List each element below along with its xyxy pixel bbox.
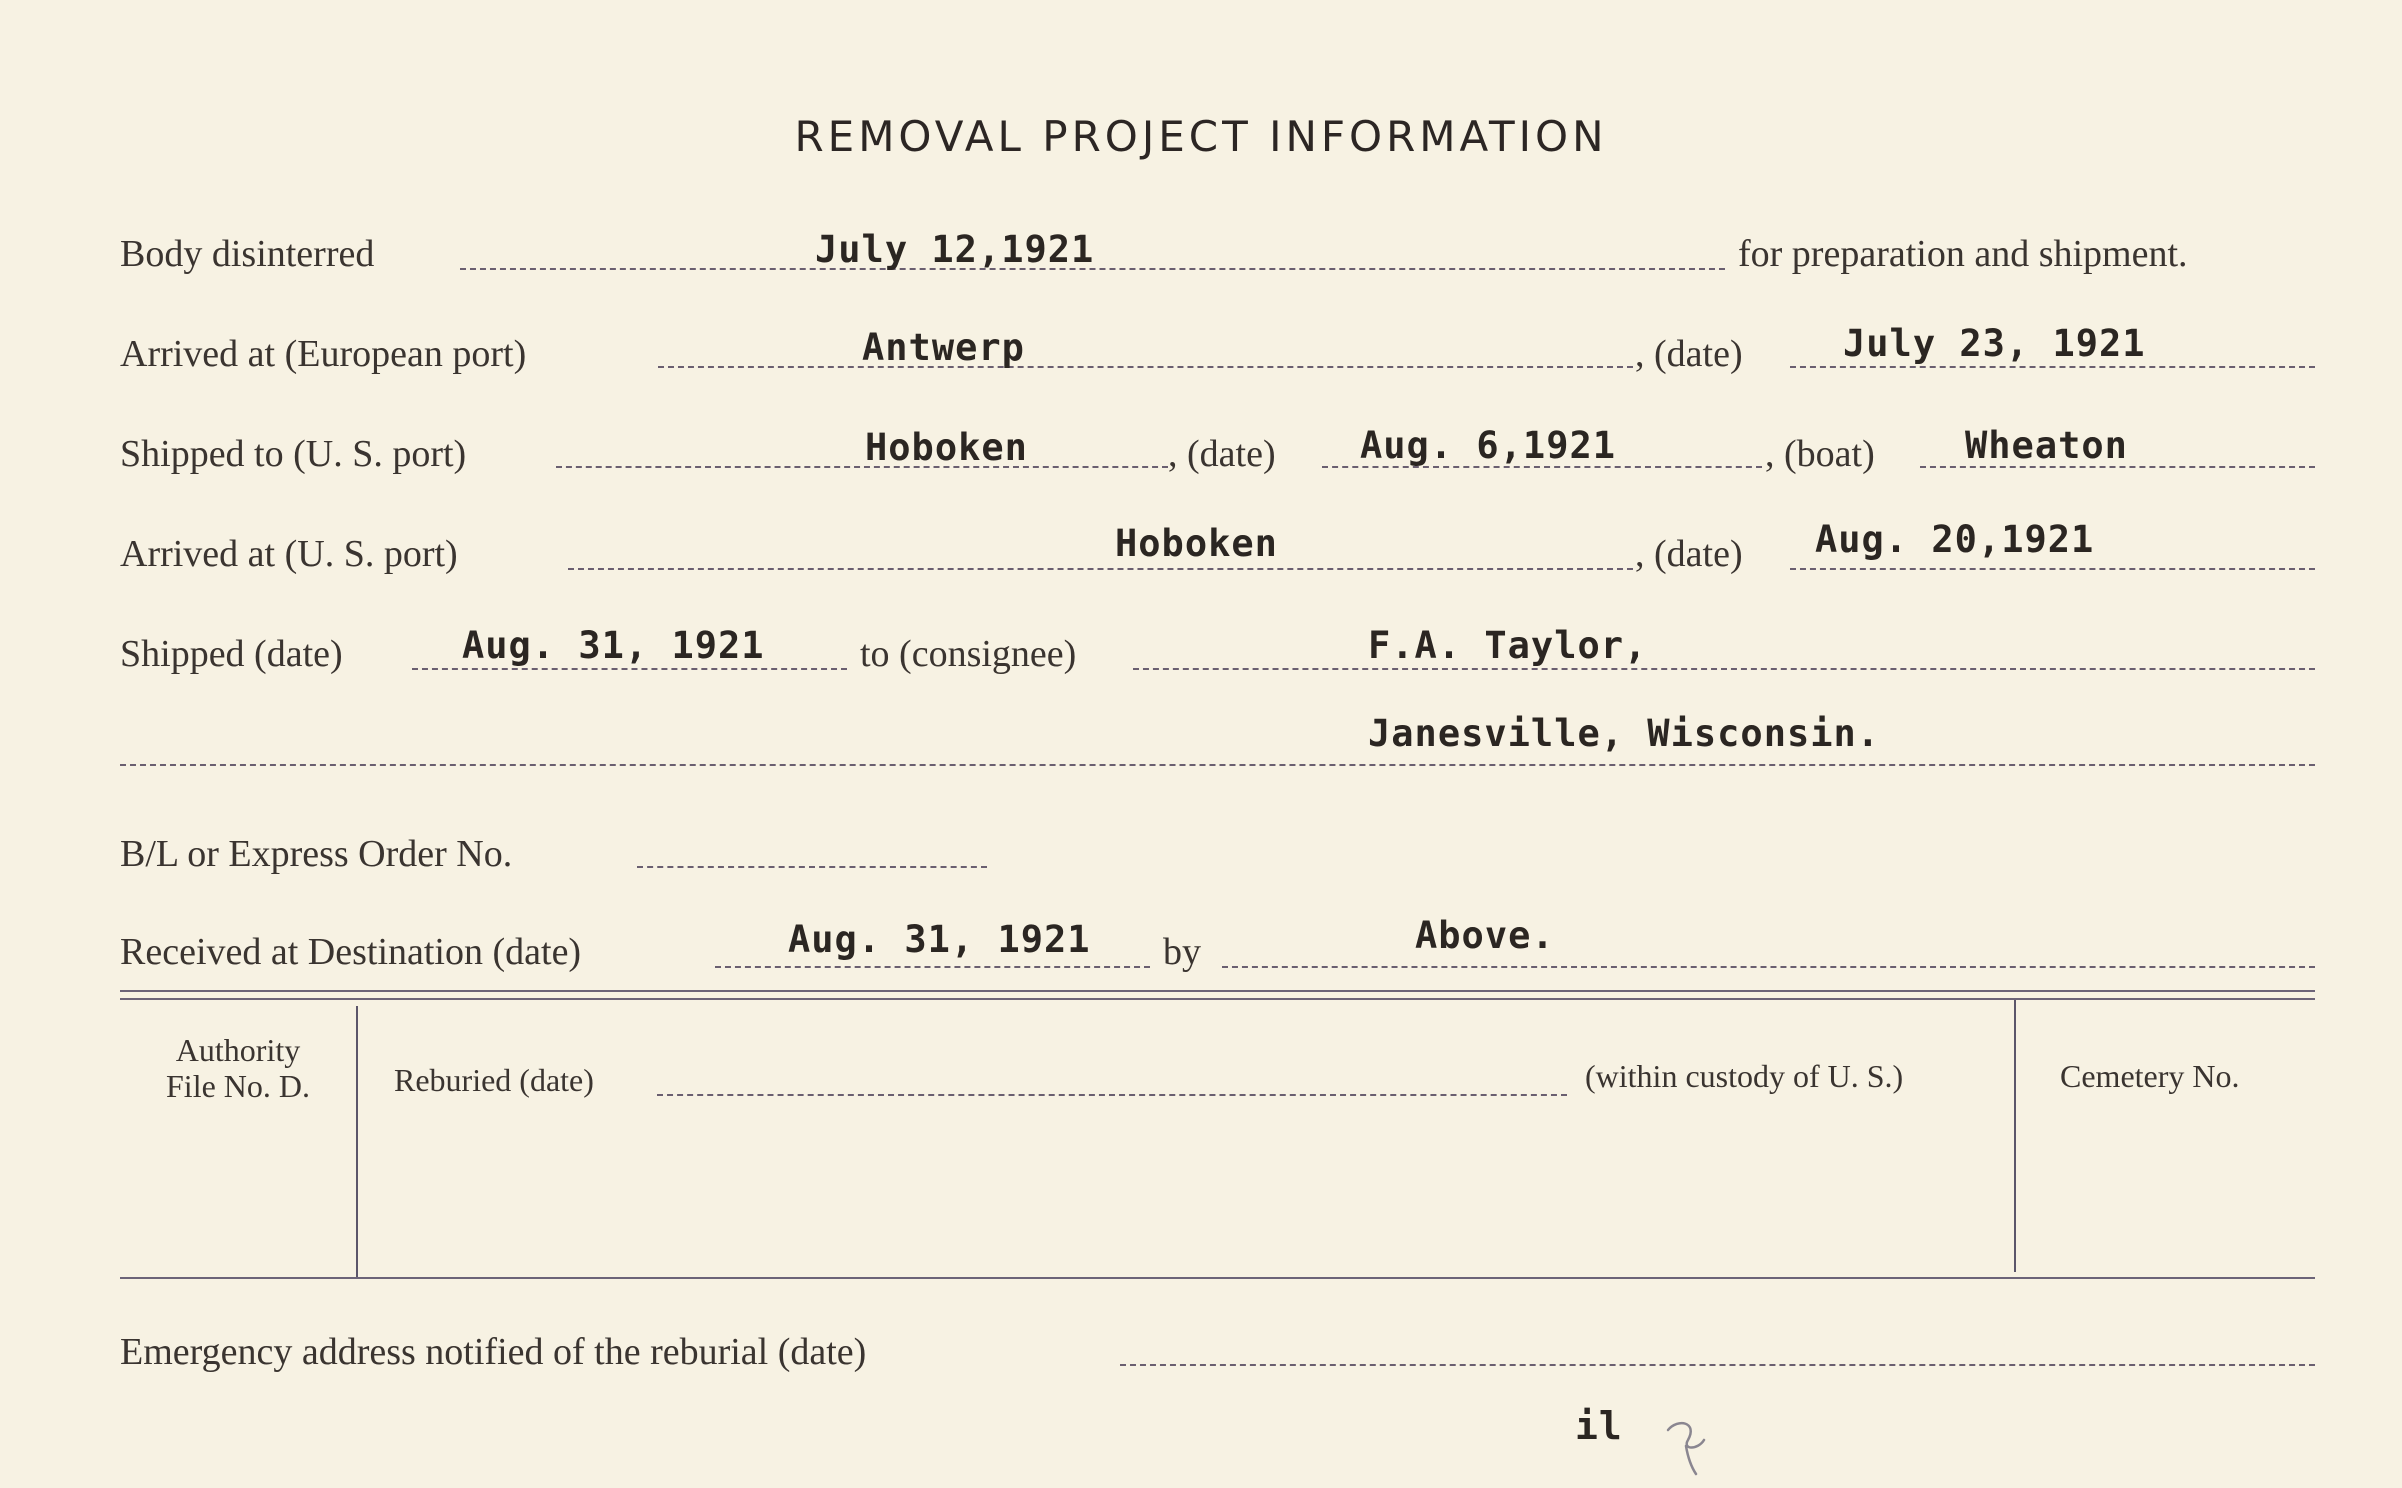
received-by-line: [1222, 966, 2315, 968]
received-by-label: by: [1163, 931, 1201, 973]
reburied-label: Reburied (date): [394, 1062, 594, 1098]
european-port-line: [658, 366, 1633, 368]
arrived-us-date-label: , (date): [1635, 533, 1743, 575]
shipped-line: [412, 668, 847, 670]
european-port-value: Antwerp: [862, 326, 1025, 369]
table-divider-right: [2014, 1000, 2016, 1272]
received-line: [715, 966, 1150, 968]
european-port-date-line: [1790, 366, 2315, 368]
shipped-us-date-label: , (date): [1168, 433, 1276, 475]
pencil-scribble: [1658, 1410, 1728, 1480]
consignee-line1: F.A. Taylor,: [1368, 624, 1648, 667]
authority-line1: Authority: [175, 1032, 301, 1068]
bl-line: [637, 866, 987, 868]
arrived-us-line: [568, 568, 1633, 570]
bl-label: B/L or Express Order No.: [120, 833, 513, 875]
european-port-date-value: July 23, 1921: [1843, 322, 2146, 365]
shipped-us-boat-label: , (boat): [1765, 433, 1875, 475]
cemetery-label: Cemetery No.: [2060, 1058, 2240, 1094]
shipped-us-date-value: Aug. 6,1921: [1360, 424, 1617, 467]
table-divider-left: [356, 1006, 358, 1278]
shipped-us-value: Hoboken: [865, 426, 1028, 469]
consignee-line: [1133, 668, 2315, 670]
disinterred-value: July 12,1921: [815, 228, 1095, 271]
received-by-value: Above.: [1415, 914, 1555, 957]
consignee-label: to (consignee): [860, 633, 1077, 675]
european-port-date-label: , (date): [1635, 333, 1743, 375]
received-value: Aug. 31, 1921: [788, 918, 1091, 961]
received-label: Received at Destination (date): [120, 931, 582, 973]
european-port-label: Arrived at (European port): [120, 333, 527, 375]
table-top-rule-1: [120, 990, 2315, 992]
arrived-us-date-line: [1790, 568, 2315, 570]
shipped-value: Aug. 31, 1921: [462, 624, 765, 667]
shipped-us-line: [556, 466, 1168, 468]
shipped-us-label: Shipped to (U. S. port): [120, 433, 467, 475]
arrived-us-value: Hoboken: [1115, 522, 1278, 565]
table-bottom-rule: [120, 1277, 2315, 1279]
reburied-line: [657, 1094, 1567, 1096]
footer-code: il: [1575, 1404, 1623, 1448]
authority-label: [128, 1032, 348, 1104]
emergency-label: Emergency address notified of the reburial (date): [120, 1331, 867, 1373]
consignee-second-line: [120, 764, 2315, 766]
shipped-us-boat-value: Wheaton: [1965, 424, 2128, 467]
consignee-line2: Janesville, Wisconsin.: [1368, 712, 1881, 755]
arrived-us-label: Arrived at (U. S. port): [120, 533, 458, 575]
emergency-line: [1120, 1364, 2315, 1366]
arrived-us-date-value: Aug. 20,1921: [1815, 518, 2095, 561]
custody-label: (within custody of U. S.): [1585, 1058, 1904, 1094]
authority-line2: File No. D.: [166, 1068, 310, 1104]
table-top-rule-2: [120, 998, 2315, 1000]
disinterred-suffix: for preparation and shipment.: [1738, 233, 2188, 275]
disinterred-label: Body disinterred: [120, 233, 375, 275]
card-title: REMOVAL PROJECT INFORMATION: [794, 112, 1608, 161]
shipped-label: Shipped (date): [120, 633, 343, 675]
